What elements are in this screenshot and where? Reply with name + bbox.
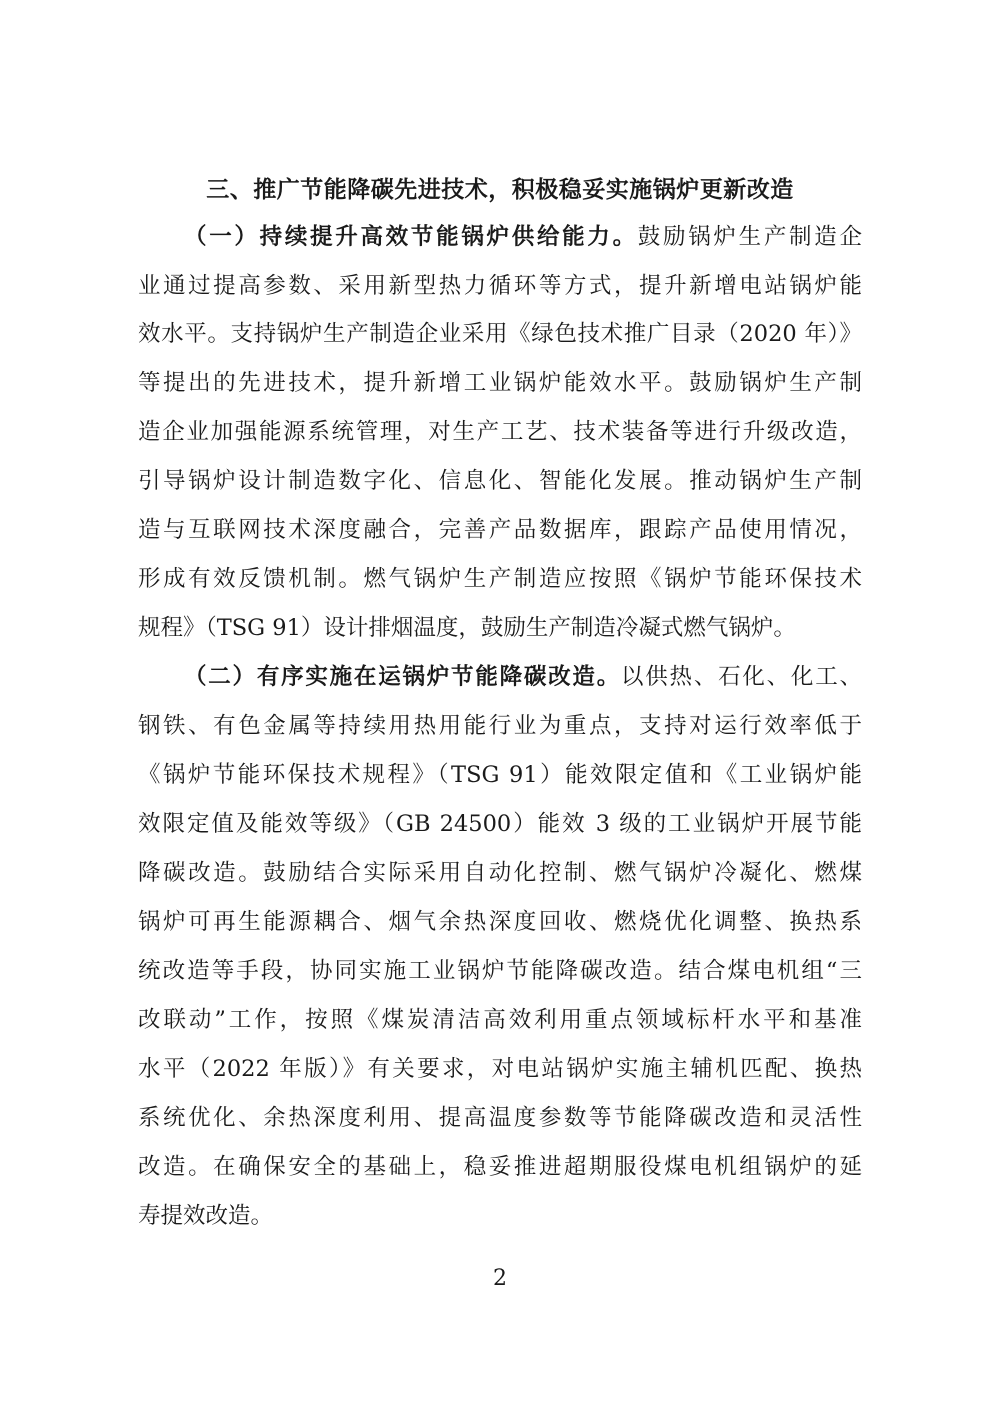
page-number: 2 bbox=[493, 1266, 507, 1291]
paragraph-2-line: 改联动”工作，按照《煤炭清洁高效利用重点领域标杆水平和基准 bbox=[138, 1007, 862, 1033]
paragraph-1-line: 效水平。支持锅炉生产制造企业采用《绿色技术推广目录（2020 年）》 bbox=[138, 321, 862, 347]
paragraph-2-line: 效限定值及能效等级》（GB 24500）能效 3 级的工业锅炉开展节能 bbox=[138, 811, 862, 837]
paragraph-1-line: 造企业加强能源系统管理，对生产工艺、技术装备等进行升级改造， bbox=[138, 419, 862, 445]
paragraph-2-line: 统改造等手段，协同实施工业锅炉节能降碳改造。结合煤电机组“三 bbox=[138, 958, 862, 984]
paragraph-2-line: 改造。在确保安全的基础上，稳妥推进超期服役煤电机组锅炉的延 bbox=[138, 1154, 862, 1180]
paragraph-2-line: 《锅炉节能环保技术规程》（TSG 91）能效限定值和《工业锅炉能 bbox=[138, 762, 862, 788]
paragraph-1-line: 规程》（TSG 91）设计排烟温度，鼓励生产制造冷凝式燃气锅炉。 bbox=[138, 615, 796, 641]
paragraph-2-first-line-text: 以供热、石化、化工、 bbox=[620, 664, 862, 690]
paragraph-1-first-line bbox=[184, 217, 862, 257]
paragraph-2-line: 钢铁、有色金属等持续用热用能行业为重点，支持对运行效率低于 bbox=[138, 713, 862, 739]
paragraph-1-line: 形成有效反馈机制。燃气锅炉生产制造应按照《锅炉节能环保技术 bbox=[138, 566, 862, 592]
paragraph-1-line: 造与互联网技术深度融合，完善产品数据库，跟踪产品使用情况， bbox=[138, 517, 862, 543]
paragraph-2-line: 水平（2022 年版）》有关要求，对电站锅炉实施主辅机匹配、换热 bbox=[138, 1056, 862, 1082]
paragraph-1-subheading: （一）持续提升高效节能锅炉供给能力。 bbox=[184, 224, 638, 250]
section-heading: 三、推广节能降碳先进技术，积极稳妥实施锅炉更新改造 bbox=[206, 177, 794, 203]
paragraph-2-line: 寿提效改造。 bbox=[138, 1203, 274, 1229]
paragraph-1-line: 业通过提高参数、采用新型热力循环等方式，提升新增电站锅炉能 bbox=[138, 273, 862, 299]
paragraph-1-first-line-text: 鼓励锅炉生产制造企 bbox=[637, 224, 862, 250]
paragraph-1-line: 引导锅炉设计制造数字化、信息化、智能化发展。推动锅炉生产制 bbox=[138, 468, 862, 494]
paragraph-1-line: 等提出的先进技术，提升新增工业锅炉能效水平。鼓励锅炉生产制 bbox=[138, 370, 862, 396]
paragraph-2-line: 降碳改造。鼓励结合实际采用自动化控制、燃气锅炉冷凝化、燃煤 bbox=[138, 860, 862, 886]
paragraph-2-line: 系统优化、余热深度利用、提高温度参数等节能降碳改造和灵活性 bbox=[138, 1105, 862, 1131]
paragraph-2-first-line bbox=[184, 657, 862, 697]
paragraph-2-subheading: （二）有序实施在运锅炉节能降碳改造。 bbox=[184, 664, 621, 690]
paragraph-2-line: 锅炉可再生能源耦合、烟气余热深度回收、燃烧优化调整、换热系 bbox=[138, 909, 862, 935]
